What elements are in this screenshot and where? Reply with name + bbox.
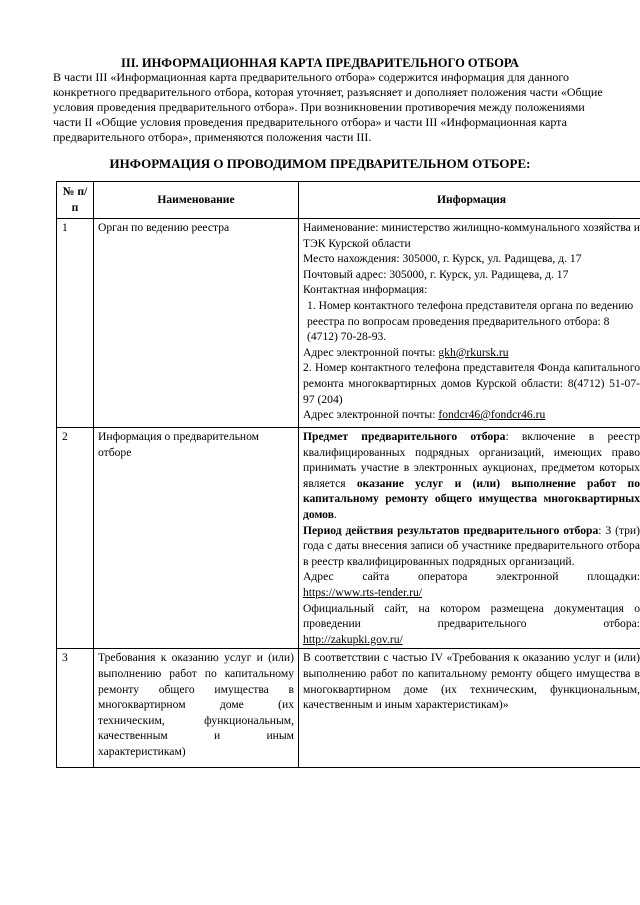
table-header-row — [57, 182, 640, 219]
subject-bold: оказание услуг и (или) выполнение работ по капитальному ремонту общего имущества многоквартирных домов — [303, 476, 640, 521]
header-info: Информация — [299, 182, 640, 219]
official-site-link[interactable]: http://zakupki.gov.ru/ — [303, 632, 403, 646]
subject-paragraph — [303, 429, 640, 523]
intro-paragraph: В части III «Информационная карта предварительного отбора» содержится информация для данного конкретного предварительного отбора, которая уточняет, разъясняет и дополняет положения части «Общие условия проведения предварительного отбора». При возникновении противоречия между положениями части II «Общие условия проведения предварительного отбора» и части III «Информационная карта предварительного отбора», применяются положения части III. — [53, 70, 603, 144]
info-table — [56, 181, 640, 768]
header-num: № п/п — [57, 182, 94, 219]
contact-email-1 — [303, 345, 640, 361]
row-num: 2 — [57, 428, 94, 649]
row-name: Требования к оказанию услуг и (или) выполнению работ по капитальному ремонту общего имущества в многоквартирном доме (их техническим, функциональным, качественным и иным характеристикам) — [94, 649, 299, 768]
subject-label: Предмет предварительного отбора — [303, 430, 506, 443]
operator-link[interactable]: https://www.rts-tender.ru/ — [303, 585, 423, 599]
section-title: III. ИНФОРМАЦИОННАЯ КАРТА ПРЕДВАРИТЕЛЬНОГО ОТБОРА — [121, 56, 519, 70]
email-label: Адрес электронной почты: — [303, 408, 439, 422]
contact-email-2 — [303, 407, 640, 423]
header-name: Наименование — [94, 182, 299, 219]
row-num: 1 — [57, 219, 94, 428]
email-link-1[interactable]: gkh@rkursk.ru — [438, 345, 509, 359]
official-site-text: Официальный сайт, на котором размещена документация о проведении предварительного отбора: — [303, 601, 640, 631]
period-label: Период действия результатов предварительного отбора — [303, 523, 599, 537]
table-row — [57, 219, 640, 428]
registry-name: Наименование: министерство жилищно-коммунального хозяйства и ТЭК Курской области — [303, 221, 640, 250]
registry-postal: Почтовый адрес: 305000, г. Курск, ул. Радищева, д. 17 — [303, 267, 569, 281]
row-info — [299, 219, 640, 428]
row-name: Орган по ведению реестра — [94, 219, 299, 428]
contact-phone-2: 2. Номер контактного телефона представителя Фонда капитального ремонта многоквартирных домов Курской области: 8(4712) 51-07-97 (204) — [303, 361, 640, 406]
subject-text: : включение в реестр квалифицированных подрядных организаций, имеющих право принимать участие в электронных аукционах, предметом которых является — [303, 430, 640, 490]
row-name: Информация о предварительном отборе — [94, 428, 299, 649]
row-num: 3 — [57, 649, 94, 768]
period-paragraph — [303, 523, 640, 570]
contact-phone-1: 1. Номер контактного телефона представителя органа по ведению реестра по вопросам проведения предварительного отбора: 8 (4712) 70-28-93. — [307, 298, 634, 344]
row-info — [299, 428, 640, 649]
table-title: ИНФОРМАЦИЯ О ПРОВОДИМОМ ПРЕДВАРИТЕЛЬНОМ ОТБОРЕ: — [109, 156, 531, 171]
table-row — [57, 428, 640, 649]
period-text: : 3 (три) года с даты внесения записи об участнике предварительного отбора в реестр квалифицированных подрядных организаций. — [303, 523, 640, 568]
registry-location: Место нахождения: 305000, г. Курск, ул. Радищева, д. 17 — [303, 252, 582, 266]
operator-label: Адрес сайта оператора электронной площадки: — [303, 570, 640, 584]
email-link-2[interactable]: fondcr46@fondcr46.ru — [438, 408, 546, 422]
row-info: В соответствии с частью IV «Требования к оказанию услуг и (или) выполнению работ по капитальному ремонту общего имущества в многоквартирном доме (их техническим, функциональным, качественным и иным характеристикам)» — [299, 649, 640, 768]
table-row — [57, 649, 640, 768]
contact-heading: Контактная информация: — [303, 283, 428, 297]
email-label: Адрес электронной почты: — [303, 345, 439, 359]
subject-end: . — [333, 507, 337, 521]
